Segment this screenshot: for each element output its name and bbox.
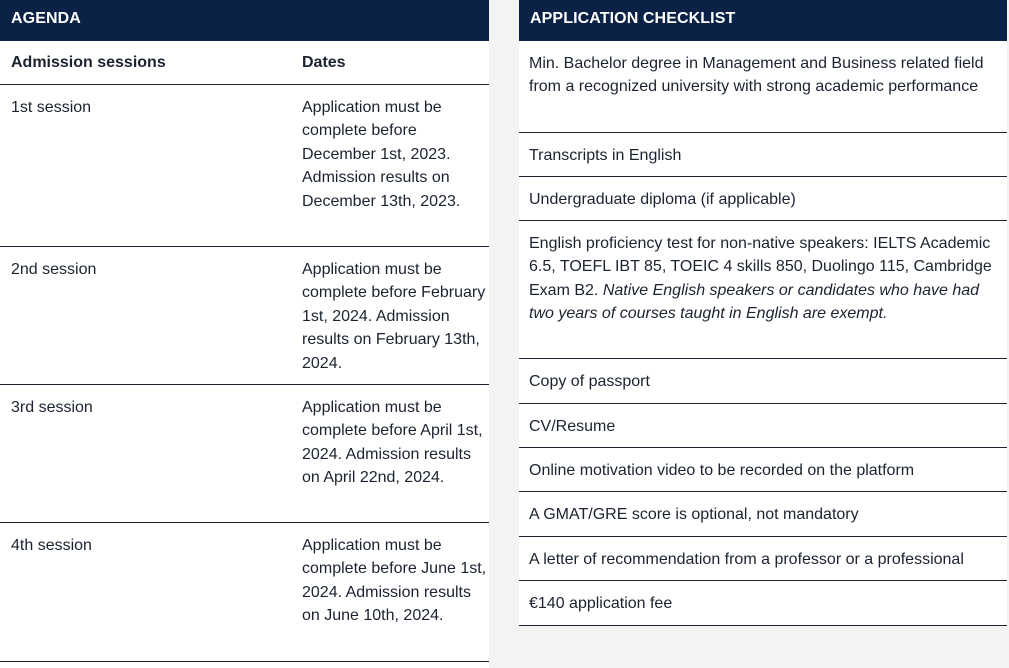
checklist-item-text: Undergraduate diploma (if applicable) bbox=[529, 191, 796, 208]
agenda-header: AGENDA bbox=[0, 0, 489, 41]
checklist-item-text: Copy of passport bbox=[529, 373, 650, 390]
agenda-panel bbox=[0, 0, 489, 662]
session-dates: Application must be complete before February 1st, 2024. Admission results on February 13th, 2024. bbox=[302, 261, 486, 372]
checklist-bottom-fill bbox=[519, 626, 1007, 668]
list-item bbox=[519, 359, 1007, 404]
checklist-item-text: CV/Resume bbox=[529, 418, 616, 435]
list-item bbox=[519, 221, 1007, 359]
list-item bbox=[519, 537, 1007, 581]
checklist-item-text: English proficiency test for non-native speakers: IELTS Academic 6.5, TOEFL IBT 85, TOEIC 4 skills 850, Duolingo 115, Cambridge Exam B2. bbox=[529, 235, 992, 299]
list-item bbox=[519, 41, 1007, 133]
checklist-panel bbox=[519, 0, 1007, 626]
agenda-table-header bbox=[0, 41, 489, 85]
session-name: 3rd session bbox=[11, 399, 93, 416]
column-header-sessions: Admission sessions bbox=[11, 54, 166, 71]
session-dates: Application must be complete before June 1st, 2024. Admission results on June 10th, 2024. bbox=[302, 537, 487, 625]
checklist-item-note: Native English speakers or candidates who have had two years of courses taught in English are exempt. bbox=[529, 281, 980, 323]
column-header-dates: Dates bbox=[302, 54, 346, 71]
checklist-item-text: A GMAT/GRE score is optional, not mandatory bbox=[529, 506, 859, 523]
list-item bbox=[519, 177, 1007, 221]
session-dates: Application must be complete before April 1st, 2024. Admission results on April 22nd, 2024. bbox=[302, 399, 483, 487]
list-item bbox=[519, 133, 1007, 177]
column-gap bbox=[489, 0, 519, 668]
table-row bbox=[0, 523, 489, 662]
list-item bbox=[519, 581, 1007, 626]
table-row bbox=[0, 85, 489, 247]
session-name: 1st session bbox=[11, 99, 92, 116]
checklist-item-text: Online motivation video to be recorded on the platform bbox=[529, 462, 915, 479]
session-dates: Application must be complete before December 1st, 2023. Admission results on December 13th, 2023. bbox=[302, 99, 461, 210]
checklist-item-text: A letter of recommendation from a professor or a professional bbox=[529, 551, 964, 568]
table-row bbox=[0, 247, 489, 385]
checklist-item-text: Transcripts in English bbox=[529, 147, 682, 164]
table-row bbox=[0, 385, 489, 523]
list-item bbox=[519, 448, 1007, 492]
checklist-header: APPLICATION CHECKLIST bbox=[519, 0, 1007, 41]
session-name: 2nd session bbox=[11, 261, 97, 278]
list-item bbox=[519, 492, 1007, 537]
checklist-item-text: €140 application fee bbox=[529, 595, 673, 612]
checklist-item-text: Min. Bachelor degree in Management and Business related field from a recognized university with strong academic performance bbox=[529, 55, 984, 96]
list-item bbox=[519, 404, 1007, 448]
session-name: 4th session bbox=[11, 537, 92, 554]
